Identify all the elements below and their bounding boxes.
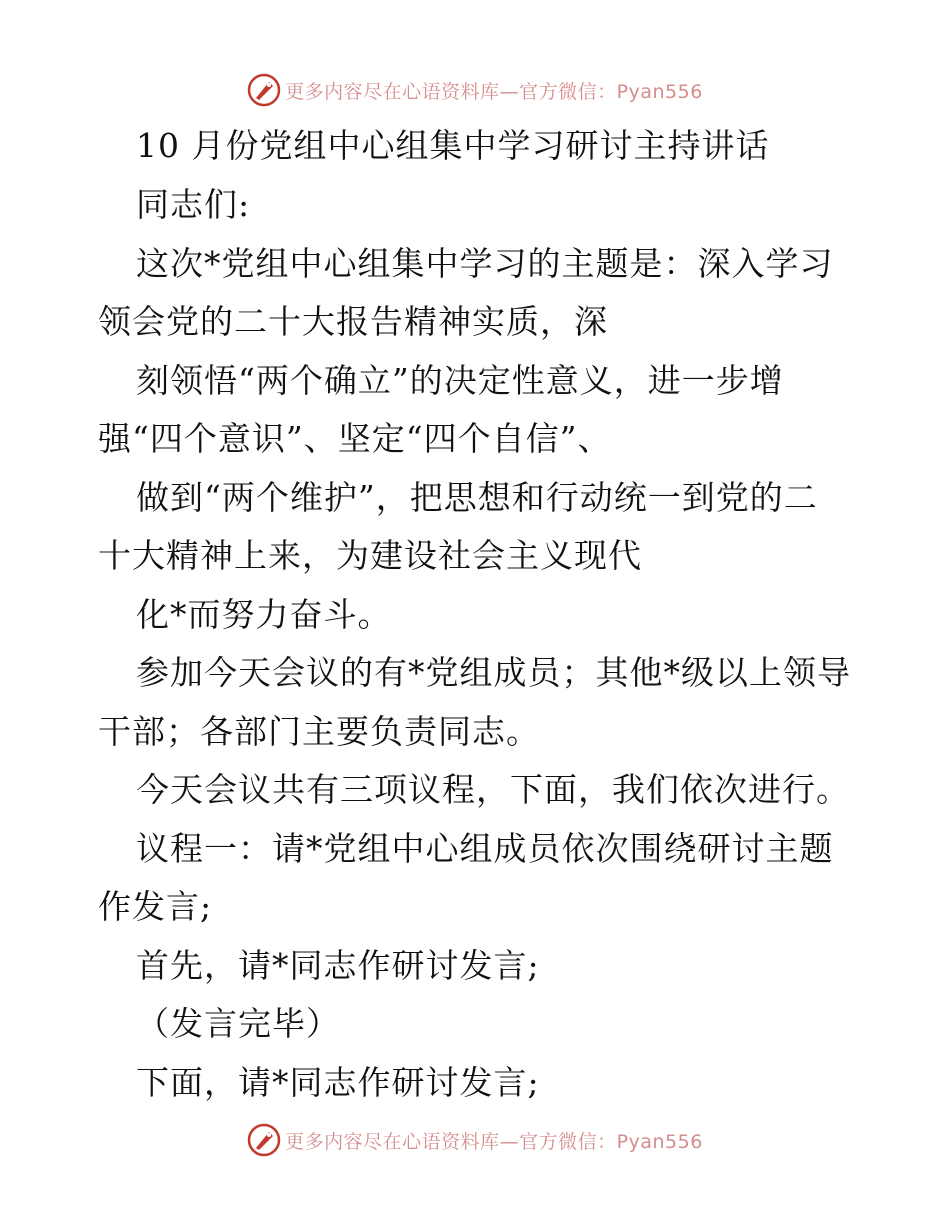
paragraph-line: 今天会议共有三项议程，下面，我们依次进行。: [136, 770, 850, 809]
paragraph-line: 做到“两个维护”，把思想和行动统一到党的二: [136, 478, 818, 517]
paragraph-line: 领会党的二十大报告精神实质，深: [98, 302, 608, 341]
pen-nib-logo-icon: [247, 73, 281, 107]
paragraph-line: 首先，请*同志作研讨发言;: [136, 946, 540, 985]
watermark-banner-bottom: [0, 1120, 950, 1160]
paragraph-line: 强“四个意识”、坚定“四个自信”、: [98, 419, 612, 458]
salutation: 同志们:: [136, 185, 251, 224]
document-title: 10 月份党组中心组集中学习研讨主持讲话: [136, 126, 770, 165]
paragraph-line: 参加今天会议的有*党组成员；其他*级以上领导: [136, 653, 851, 692]
paragraph-line: 作发言;: [98, 887, 213, 926]
watermark-text: 更多内容尽在心语资料库—官方微信：Pyan556: [285, 1130, 703, 1153]
paragraph-line: 十大精神上来，为建设社会主义现代: [98, 536, 642, 575]
pen-nib-logo-icon: [247, 1123, 281, 1157]
paragraph-line: 议程一：请*党组中心组成员依次围绕研讨主题: [136, 829, 834, 868]
paragraph-line: 刻领悟“两个确立”的决定性意义，进一步增: [136, 361, 784, 400]
paragraph-line: 化*而努力奋斗。: [136, 595, 392, 634]
paragraph-line: 下面，请*同志作研讨发言;: [136, 1063, 540, 1102]
paragraph-line: （发言完毕）: [136, 1004, 340, 1043]
paragraph-line: 这次*党组中心组集中学习的主题是：深入学习: [136, 244, 834, 283]
paragraph-line: 干部；各部门主要负责同志。: [98, 712, 540, 751]
watermark-banner-top: [0, 70, 950, 110]
watermark-text: 更多内容尽在心语资料库—官方微信：Pyan556: [285, 80, 703, 103]
